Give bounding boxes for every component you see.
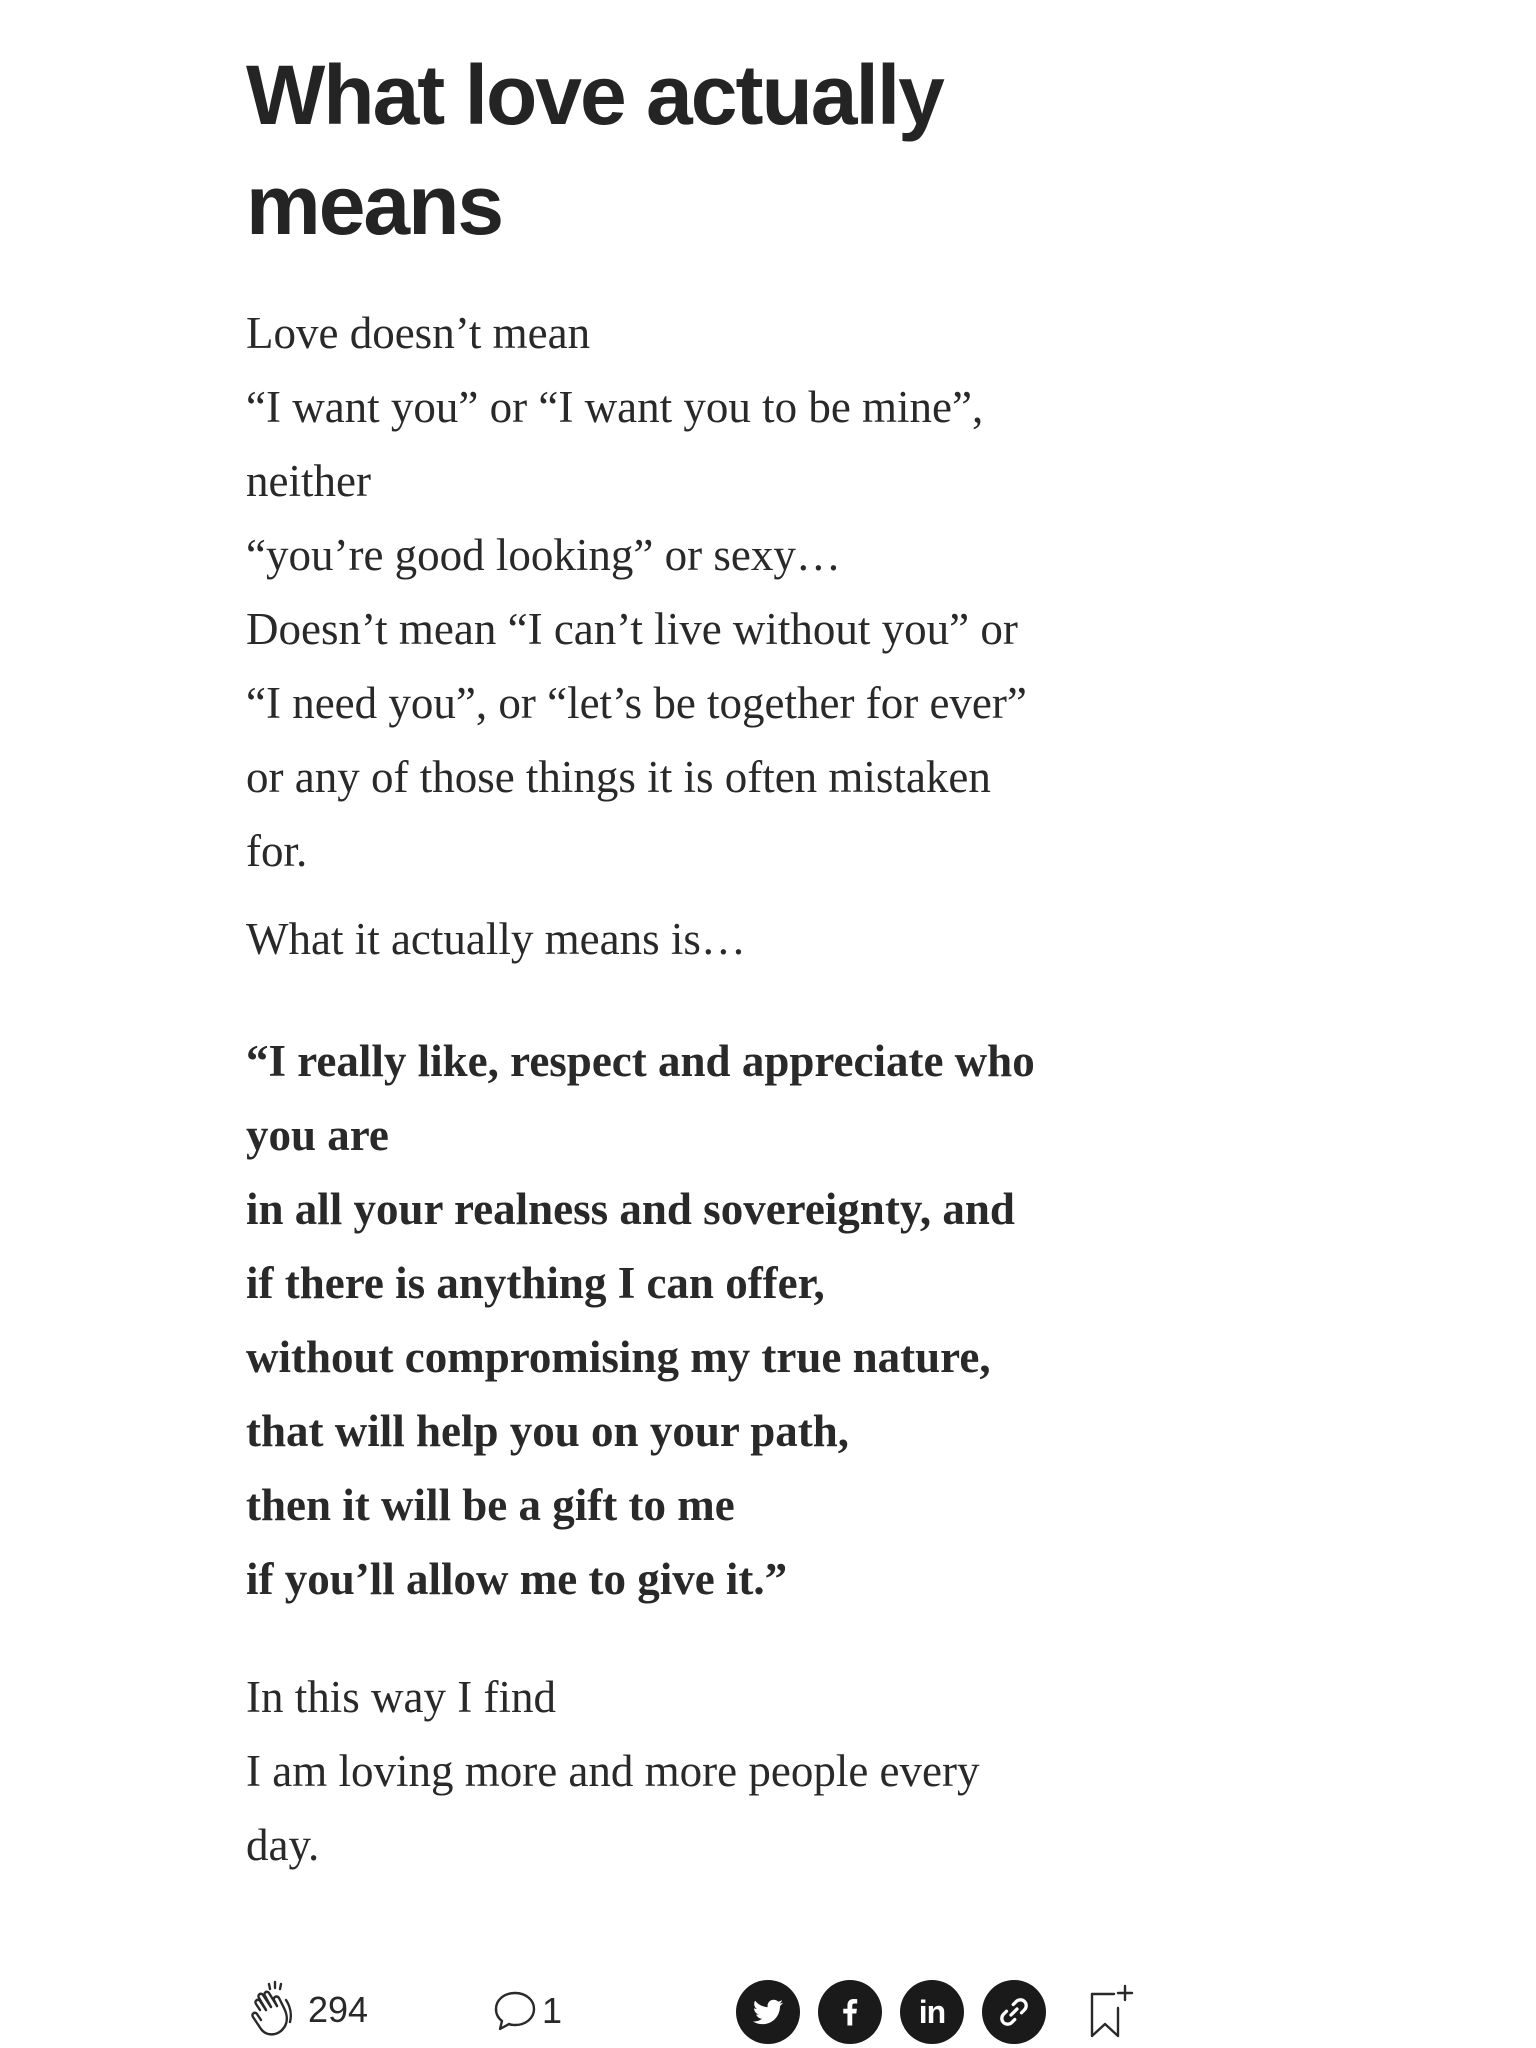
text-line: for. — [246, 826, 308, 876]
twitter-icon — [750, 1994, 786, 2030]
share-linkedin-button[interactable] — [900, 1980, 964, 2044]
text-line: day. — [246, 1820, 320, 1870]
article-title: What love actually means — [246, 48, 943, 252]
stanza-4 — [246, 1660, 1246, 1882]
copy-link-button[interactable] — [982, 1980, 1046, 2044]
text-line: without compromising my true nature, — [246, 1332, 991, 1382]
article-actions-bar — [246, 1980, 1146, 2040]
text-line: “I really like, respect and appreciate who — [246, 1036, 1035, 1086]
text-line: “I need you”, or “let’s be together for ever” — [246, 678, 1027, 728]
text-line: if you’ll allow me to give it.” — [246, 1554, 788, 1604]
text-line: I am loving more and more people every — [246, 1746, 980, 1796]
article — [246, 40, 1246, 1882]
stanza-3-quote — [246, 1024, 1246, 1616]
responses-button[interactable] — [492, 1988, 562, 2034]
text-line: then it will be a gift to me — [246, 1480, 735, 1530]
facebook-icon — [832, 1994, 868, 2030]
text-line: or any of those things it is often mistaken — [246, 752, 991, 802]
stanza-2 — [246, 902, 1246, 976]
link-icon — [996, 1994, 1032, 2030]
linkedin-icon: in — [918, 1993, 946, 2030]
text-line: Love doesn’t mean — [246, 308, 591, 358]
text-line: if there is anything I can offer, — [246, 1258, 825, 1308]
response-count: 1 — [542, 1990, 563, 2031]
text-line: What it actually means is… — [246, 914, 746, 964]
share-facebook-button[interactable] — [818, 1980, 882, 2044]
text-line: that will help you on your path, — [246, 1406, 850, 1456]
text-line: in all your realness and sovereignty, and — [246, 1184, 1015, 1234]
text-line: neither — [246, 456, 371, 506]
text-line: “I want you” or “I want you to be mine”, — [246, 382, 984, 432]
bookmark-plus-icon[interactable] — [1086, 1982, 1134, 2040]
clap-count: 294 — [308, 1989, 369, 2030]
text-line: “you’re good looking” or sexy… — [246, 530, 841, 580]
stanza-1 — [246, 296, 1246, 888]
share-twitter-button[interactable] — [736, 1980, 800, 2044]
speech-bubble-icon — [492, 1988, 538, 2034]
text-line: In this way I find — [246, 1672, 556, 1722]
text-line: you are — [246, 1110, 389, 1160]
clap-icon — [246, 1980, 304, 2040]
clap-button[interactable] — [246, 1980, 368, 2040]
text-line: Doesn’t mean “I can’t live without you” or — [246, 604, 1018, 654]
